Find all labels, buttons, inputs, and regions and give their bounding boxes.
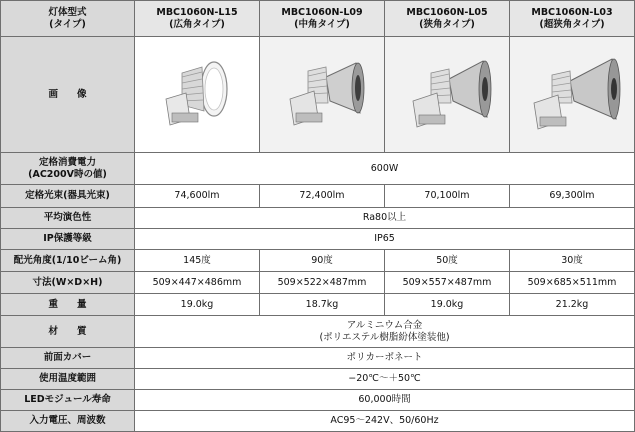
beam-value-3: 50度 <box>385 250 510 272</box>
image-cell-4 <box>510 37 635 153</box>
size-value-3: 509×557×487mm <box>385 272 510 294</box>
image-row <box>1 37 635 153</box>
image-cell-1 <box>135 37 260 153</box>
weight-value-1: 19.0kg <box>135 294 260 316</box>
beam-value-4: 30度 <box>510 250 635 272</box>
ultra-narrow-angle-floodlight-image <box>522 55 622 135</box>
power-label-line1: 定格消費電力 <box>38 156 96 168</box>
cri-label: 平均演色性 <box>1 208 135 229</box>
material-value <box>135 316 635 348</box>
weight-value-2: 18.7kg <box>260 294 385 316</box>
flux-value-3: 70,100lm <box>385 185 510 208</box>
material-value-line2: (ポリエステル樹脂紛体塗装他) <box>319 331 450 343</box>
temp-value: −20℃〜＋50℃ <box>135 369 635 390</box>
temp-row <box>1 369 635 390</box>
model-type: (狭角タイプ) <box>419 18 475 30</box>
beam-row <box>1 250 635 272</box>
image-cell-3 <box>385 37 510 153</box>
material-label: 材 質 <box>1 316 135 348</box>
voltage-value: AC95〜242V、50/60Hz <box>135 411 635 432</box>
cover-label: 前面カバー <box>1 348 135 369</box>
weight-value-4: 21.2kg <box>510 294 635 316</box>
model-header-4 <box>510 1 635 37</box>
material-value-line1: アルミニウム合金 <box>346 319 423 331</box>
model-header-2 <box>260 1 385 37</box>
narrow-angle-floodlight-image <box>399 55 495 135</box>
image-cell-2 <box>260 37 385 153</box>
ip-value: IP65 <box>135 229 635 250</box>
image-label: 画 像 <box>1 37 135 153</box>
power-label <box>1 153 135 185</box>
model-type: (中角タイプ) <box>294 18 350 30</box>
model-type-label <box>1 1 135 37</box>
type-label: (タイプ) <box>49 18 86 30</box>
model-name: MBC1060N-L05 <box>406 6 488 18</box>
cri-row <box>1 208 635 229</box>
model-name: MBC1060N-L15 <box>156 6 238 18</box>
medium-angle-floodlight-image <box>274 55 370 135</box>
cri-value: Ra80以上 <box>135 208 635 229</box>
size-value-2: 509×522×487mm <box>260 272 385 294</box>
weight-row <box>1 294 635 316</box>
model-label: 灯体型式 <box>48 6 87 18</box>
power-label-line2: (AC200V時の値) <box>28 168 107 180</box>
size-row <box>1 272 635 294</box>
flux-value-1: 74,600lm <box>135 185 260 208</box>
weight-label: 重 量 <box>1 294 135 316</box>
ip-row <box>1 229 635 250</box>
model-name: MBC1060N-L09 <box>281 6 363 18</box>
model-header-1 <box>135 1 260 37</box>
beam-value-1: 145度 <box>135 250 260 272</box>
cover-row <box>1 348 635 369</box>
model-name: MBC1060N-L03 <box>531 6 613 18</box>
flux-label: 定格光束(器具光束) <box>1 185 135 208</box>
model-type: (広角タイプ) <box>169 18 225 30</box>
temp-label: 使用温度範囲 <box>1 369 135 390</box>
life-row <box>1 390 635 411</box>
beam-value-2: 90度 <box>260 250 385 272</box>
voltage-row <box>1 411 635 432</box>
cover-value: ポリカーボネート <box>135 348 635 369</box>
material-row <box>1 316 635 348</box>
life-value: 60,000時間 <box>135 390 635 411</box>
power-value: 600W <box>135 153 635 185</box>
size-value-4: 509×685×511mm <box>510 272 635 294</box>
flux-value-2: 72,400lm <box>260 185 385 208</box>
size-value-1: 509×447×486mm <box>135 272 260 294</box>
size-label: 寸法(W×D×H) <box>1 272 135 294</box>
header-row <box>1 1 635 37</box>
model-header-3 <box>385 1 510 37</box>
flux-row <box>1 185 635 208</box>
wide-angle-floodlight-image <box>152 55 242 135</box>
model-type: (超狭角タイプ) <box>539 18 605 30</box>
power-row <box>1 153 635 185</box>
flux-value-4: 69,300lm <box>510 185 635 208</box>
life-label: LEDモジュール寿命 <box>1 390 135 411</box>
weight-value-3: 19.0kg <box>385 294 510 316</box>
ip-label: IP保護等級 <box>1 229 135 250</box>
voltage-label: 入力電圧、周波数 <box>1 411 135 432</box>
beam-label: 配光角度(1/10ビーム角) <box>1 250 135 272</box>
